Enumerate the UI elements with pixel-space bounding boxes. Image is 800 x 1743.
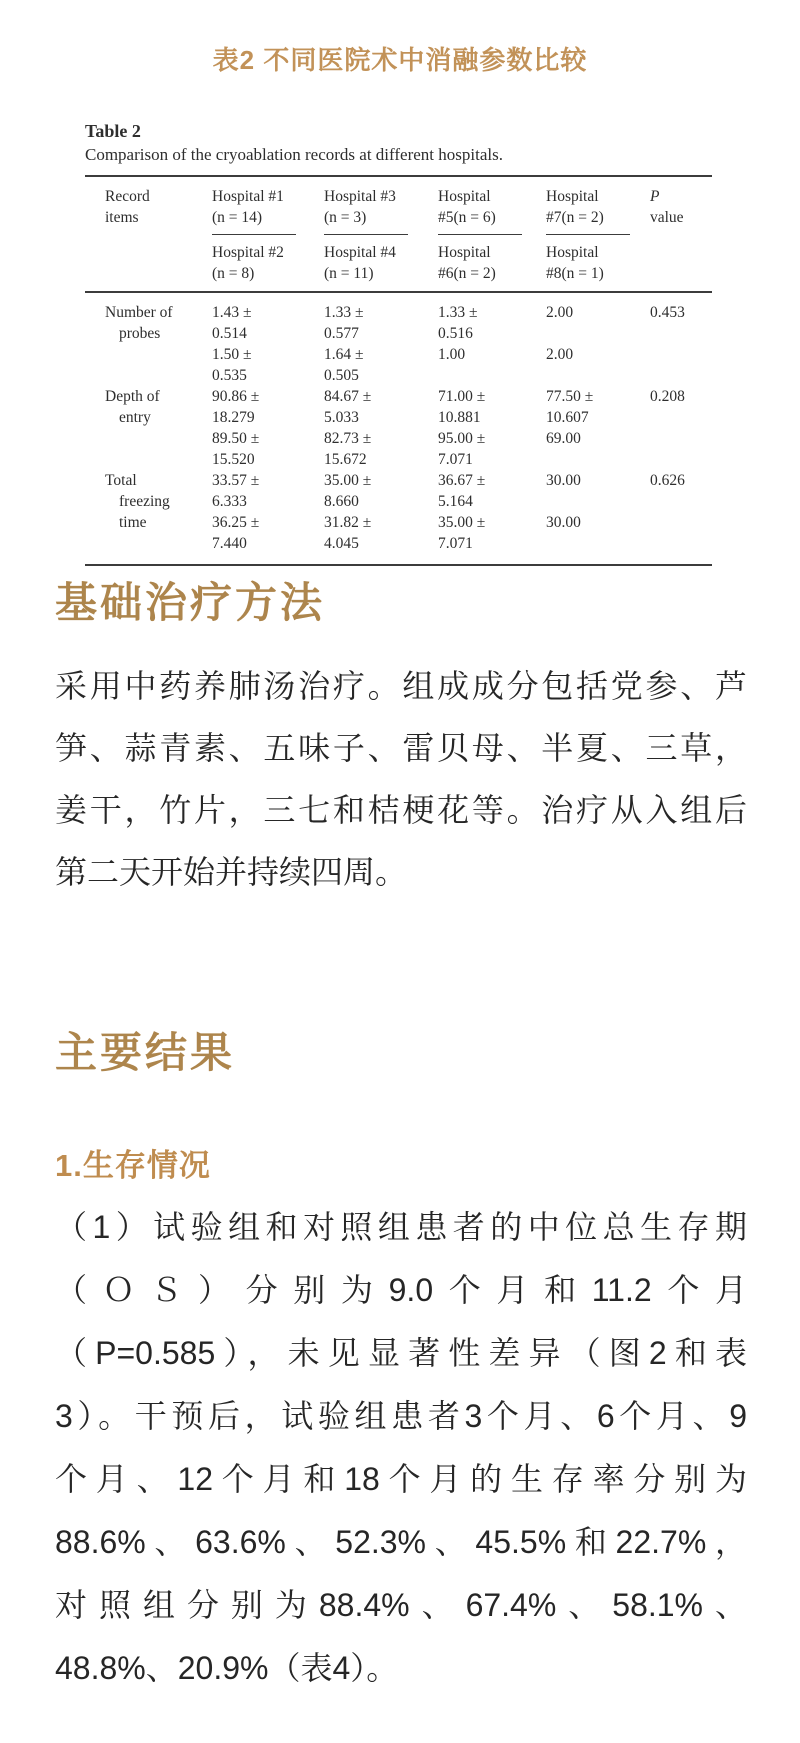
table-header xyxy=(85,175,712,291)
row-label-depth-of-entry: Depth of entry xyxy=(105,388,160,426)
table-cell: 1.43 ± 0.514 1.50 ± 0.535 xyxy=(212,304,252,384)
column-header-hospital-7-8: Hospital #7(n = 2) Hospital #8(n = 1) xyxy=(546,186,650,284)
paragraph-line: 个月、12个月和18个月的生存率分别为 xyxy=(55,1461,747,1497)
article-title: 表2 不同医院术中消融参数比较 xyxy=(212,45,588,75)
column-header-record-items: Record items xyxy=(105,188,150,226)
paragraph-survival xyxy=(55,1196,747,1700)
table-caption: Comparison of the cryoablation records at different hospitals. xyxy=(85,145,503,164)
table-body xyxy=(85,291,712,566)
section-heading-treatment: 基础治疗方法 xyxy=(55,581,326,627)
column-header-hospital-3-4: Hospital #3 (n = 3) Hospital #4 (n = 11) xyxy=(324,186,438,284)
paragraph-line: （P=0.585），未见显著性差异（图2和表 xyxy=(55,1335,747,1371)
subsection-heading-survival: 1.生存情况 xyxy=(55,1148,211,1183)
paragraph-line: 采用中药养肺汤治疗。组成成分包括党参、芦 xyxy=(55,668,747,704)
header-divider-rule xyxy=(546,228,630,235)
table-cell: 84.67 ± 5.033 82.73 ± 15.672 xyxy=(324,388,372,468)
row-label-number-of-probes: Number of probes xyxy=(105,304,173,342)
paragraph-line: 88.6%、63.6%、52.3%、45.5%和22.7%， xyxy=(55,1524,747,1560)
table-cell: 33.57 ± 6.333 36.25 ± 7.440 xyxy=(212,472,260,552)
paragraph-line: （1）试验组和对照组患者的中位总生存期 xyxy=(55,1209,747,1245)
table-figure xyxy=(85,120,712,566)
header-divider-rule xyxy=(438,228,522,235)
table-cell: 1.33 ± 0.516 1.00 xyxy=(438,304,478,363)
header-divider-rule xyxy=(212,228,296,235)
table-cell-p: 0.453 xyxy=(650,304,685,321)
section-heading-results: 主要结果 xyxy=(55,1031,236,1077)
table-label: Table 2 xyxy=(85,121,141,141)
paragraph-line: 对照组分别为88.4%、67.4%、58.1%、 xyxy=(55,1587,747,1623)
table-cell: 71.00 ± 10.881 95.00 ± 7.071 xyxy=(438,388,486,468)
table-cell: 90.86 ± 18.279 89.50 ± 15.520 xyxy=(212,388,260,468)
column-header-hospital-5-6: Hospital #5(n = 6) Hospital #6(n = 2) xyxy=(438,186,546,284)
paragraph-line: 第二天开始并持续四周。 xyxy=(55,854,408,890)
table-cell: 2.00 2.00 xyxy=(546,304,574,363)
table-cell-p: 0.626 xyxy=(650,472,685,489)
paragraph-treatment xyxy=(55,655,747,903)
paragraph-line: （ＯＳ）分别为9.0个月和11.2个月 xyxy=(55,1272,747,1308)
paragraph-line: 3）。干预后，试验组患者3个月、6个月、9 xyxy=(55,1398,747,1434)
row-label-total-freezing-time: Total freezing time xyxy=(105,472,170,531)
table-cell: 1.33 ± 0.577 1.64 ± 0.505 xyxy=(324,304,364,384)
table-cell: 77.50 ± 10.607 69.00 xyxy=(546,388,594,447)
paragraph-line: 姜干，竹片，三七和桔梗花等。治疗从入组后 xyxy=(55,792,747,828)
table-cell: 35.00 ± 8.660 31.82 ± 4.045 xyxy=(324,472,372,552)
paragraph-line: 笋、蒜青素、五味子、雷贝母、半夏、三草， xyxy=(55,730,747,766)
table-cell: 36.67 ± 5.164 35.00 ± 7.071 xyxy=(438,472,486,552)
column-header-p-value: P value xyxy=(650,188,684,226)
column-header-hospital-1-2: Hospital #1 (n = 14) Hospital #2 (n = 8) xyxy=(212,186,324,284)
header-divider-rule xyxy=(324,228,408,235)
table-cell-p: 0.208 xyxy=(650,388,685,405)
paragraph-line: 48.8%、20.9%（表4）。 xyxy=(55,1650,399,1686)
table-cell: 30.00 30.00 xyxy=(546,472,581,531)
